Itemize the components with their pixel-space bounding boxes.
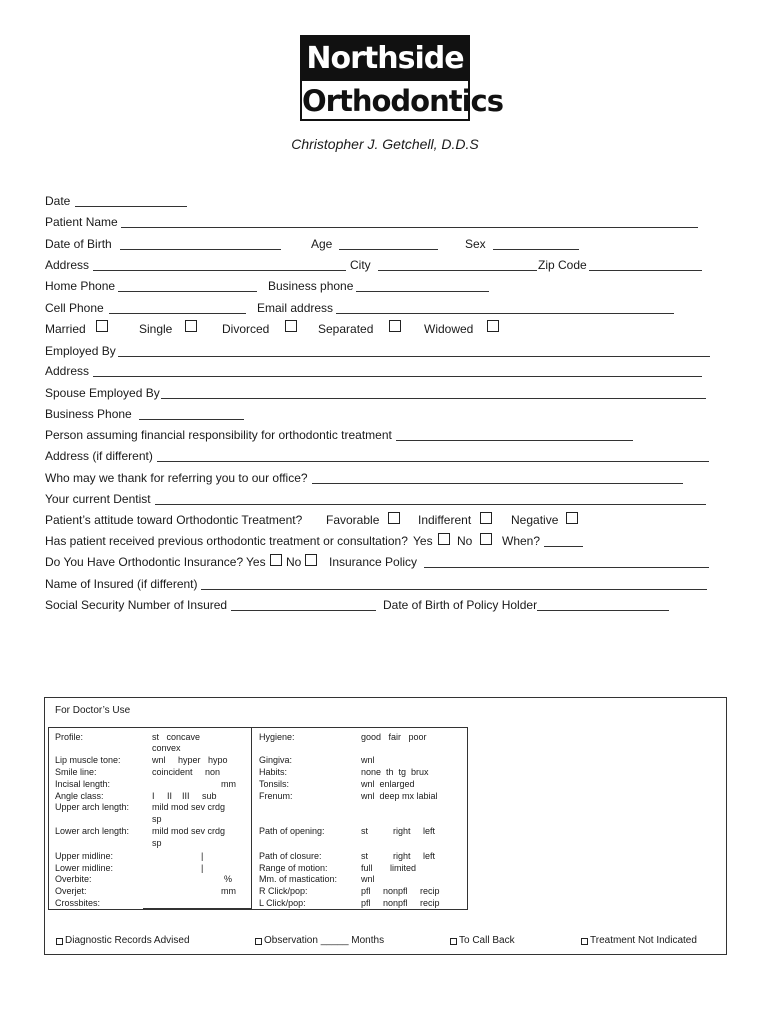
married-checkbox[interactable] [96,320,108,332]
zip-field[interactable] [589,270,702,271]
hygiene-options: good fair poor [361,732,427,742]
referral-field[interactable] [312,483,683,484]
l-click-label: L Click/pop: [259,898,306,908]
employed-by-label: Employed By [45,344,116,358]
cell-phone-label: Cell Phone [45,301,104,315]
upper-midline-label: Upper midline: [55,851,114,861]
dob-field[interactable] [120,249,281,250]
smile-line-label: Smile line: [55,767,97,777]
r-click-options: pfl nonpfl recip [361,886,440,896]
widowed-label: Widowed [424,322,474,336]
insurance-label: Do You Have Orthodontic Insurance? [45,555,244,569]
ssn-label: Social Security Number of Insured [45,598,228,612]
habits-options: none th tg brux [361,767,429,777]
lower-arch-label: Lower arch length: [55,826,130,836]
overjet-label: Overjet: [55,886,87,896]
insurance-no-label: No [286,555,302,569]
overbite-label: Overbite: [55,874,92,884]
mastication-label: Mm. of mastication: [259,874,338,884]
range-motion-options: full limited [361,863,417,873]
favorable-checkbox[interactable] [388,512,400,524]
diagnostic-label: Diagnostic Records Advised [65,935,190,946]
spouse-employed-field[interactable] [161,398,706,399]
dob-label: Date of Birth [45,237,112,251]
age-field[interactable] [339,249,438,250]
tonsils-options: wnl enlarged [361,779,415,789]
incisal-length-unit: mm [221,779,236,789]
smile-line-options: coincident non [152,767,221,777]
negative-label: Negative [511,513,559,527]
path-opening-label: Path of opening: [259,826,325,836]
business-phone-2-field[interactable] [139,419,244,420]
upper-arch-options-2: sp [152,814,162,824]
policy-field[interactable] [424,567,709,568]
employer-address-label: Address [45,364,90,378]
path-closure-label: Path of closure: [259,851,322,861]
address-diff-field[interactable] [157,461,709,462]
cell-phone-field[interactable] [109,313,246,314]
tonsils-label: Tonsils: [259,779,290,789]
angle-class-label: Angle class: [55,791,104,801]
when-label: When? [502,534,541,548]
zip-label: Zip Code [538,258,587,272]
prev-tx-no-checkbox[interactable] [480,533,492,545]
profile-options: st concave [152,732,201,742]
email-label: Email address [257,301,334,315]
upper-arch-options: mild mod sev crdg [152,802,226,812]
separated-checkbox[interactable] [389,320,401,332]
financial-label: Person assuming financial responsibility for orthodontic treatment [45,428,392,442]
insurance-yes-checkbox[interactable] [270,554,282,566]
email-field[interactable] [336,313,674,314]
policy-label: Insurance Policy [329,555,418,569]
date-field[interactable] [75,206,187,207]
age-label: Age [311,237,333,251]
when-field[interactable] [544,546,583,547]
married-label: Married [45,322,86,336]
logo-line-1: Northside [302,37,468,81]
home-phone-label: Home Phone [45,279,116,293]
financial-field[interactable] [396,440,633,441]
l-click-options: pfl nonpfl recip [361,898,440,908]
employed-by-field[interactable] [118,356,710,357]
sex-label: Sex [465,237,486,251]
dentist-label: Your current Dentist [45,492,151,506]
negative-checkbox[interactable] [566,512,578,524]
widowed-checkbox[interactable] [487,320,499,332]
practice-logo [300,35,503,121]
exam-grid-divider [251,727,252,910]
angle-class-options: I II III sub [152,791,217,801]
lower-midline-mark: | [201,863,204,873]
doctors-use-title: For Doctor’s Use [55,705,131,716]
prev-tx-yes-label: Yes [413,534,433,548]
insurance-no-checkbox[interactable] [305,554,317,566]
home-phone-field[interactable] [118,291,257,292]
insurance-yes-label: Yes [246,555,266,569]
referral-label: Who may we thank for referring you to our office? [45,471,308,485]
diagnostic-checkbox[interactable] [56,938,63,945]
exam-grid-underline [143,908,251,909]
gingiva-options: wnl [361,755,375,765]
separated-label: Separated [318,322,374,336]
business-phone-label: Business phone [268,279,354,293]
address-diff-label: Address (if different) [45,449,153,463]
hygiene-label: Hygiene: [259,732,295,742]
attitude-label: Patient’s attitude toward Orthodontic Treatment? [45,513,303,527]
spouse-employed-label: Spouse Employed By [45,386,160,400]
indifferent-label: Indifferent [418,513,472,527]
path-closure-options: st right left [361,851,436,861]
prev-tx-no-label: No [457,534,473,548]
frenum-label: Frenum: [259,791,293,801]
prev-tx-label: Has patient received previous orthodontic treatment or consultation? [45,534,408,548]
observation-label: Observation _____ Months [264,935,385,946]
profile-options-2: convex [152,743,181,753]
patient-name-label: Patient Name [45,215,118,229]
gingiva-label: Gingiva: [259,755,293,765]
favorable-label: Favorable [326,513,380,527]
prev-tx-yes-checkbox[interactable] [438,533,450,545]
indifferent-checkbox[interactable] [480,512,492,524]
patient-name-field[interactable] [121,227,698,228]
lip-tone-label: Lip muscle tone: [55,755,121,765]
upper-arch-label: Upper arch length: [55,802,130,812]
insured-name-field[interactable] [201,589,707,590]
city-label: City [350,258,371,272]
business-phone-2-label: Business Phone [45,407,132,421]
doctor-name: Christopher J. Getchell, D.D.S [291,136,479,152]
dentist-field[interactable] [155,504,706,505]
policy-dob-label: Date of Birth of Policy Holder [383,598,538,612]
crossbites-label: Crossbites: [55,898,101,908]
lower-arch-options: mild mod sev crdg [152,826,226,836]
business-phone-field[interactable] [356,291,489,292]
ssn-field[interactable] [231,610,376,611]
range-motion-label: Range of motion: [259,863,328,873]
upper-midline-mark: | [201,851,204,861]
profile-label: Profile: [55,732,84,742]
divorced-label: Divorced [222,322,270,336]
incisal-length-label: Incisal length: [55,779,111,789]
overbite-unit: % [224,874,233,884]
logo-line-2: Orthodontics [302,84,503,118]
observation-checkbox[interactable] [255,938,262,945]
employer-address-field[interactable] [93,376,702,377]
city-field[interactable] [378,270,537,271]
call-back-label: To Call Back [459,935,515,946]
single-checkbox[interactable] [185,320,197,332]
mastication-options: wnl [361,874,375,884]
not-indicated-label: Treatment Not Indicated [590,935,697,946]
r-click-label: R Click/pop: [259,886,308,896]
habits-label: Habits: [259,767,288,777]
single-label: Single [139,322,173,336]
sex-field[interactable] [493,249,579,250]
insured-name-label: Name of Insured (if different) [45,577,198,591]
policy-dob-field[interactable] [537,610,669,611]
lower-arch-options-2: sp [152,838,162,848]
address-label: Address [45,258,90,272]
address-field[interactable] [93,270,346,271]
lower-midline-label: Lower midline: [55,863,114,873]
date-label: Date [45,194,71,208]
frenum-options: wnl deep mx labial [361,791,438,801]
call-back-checkbox[interactable] [450,938,457,945]
path-opening-options: st right left [361,826,436,836]
overjet-unit: mm [221,886,236,896]
divorced-checkbox[interactable] [285,320,297,332]
not-indicated-checkbox[interactable] [581,938,588,945]
lip-tone-options: wnl hyper hypo [152,755,228,765]
